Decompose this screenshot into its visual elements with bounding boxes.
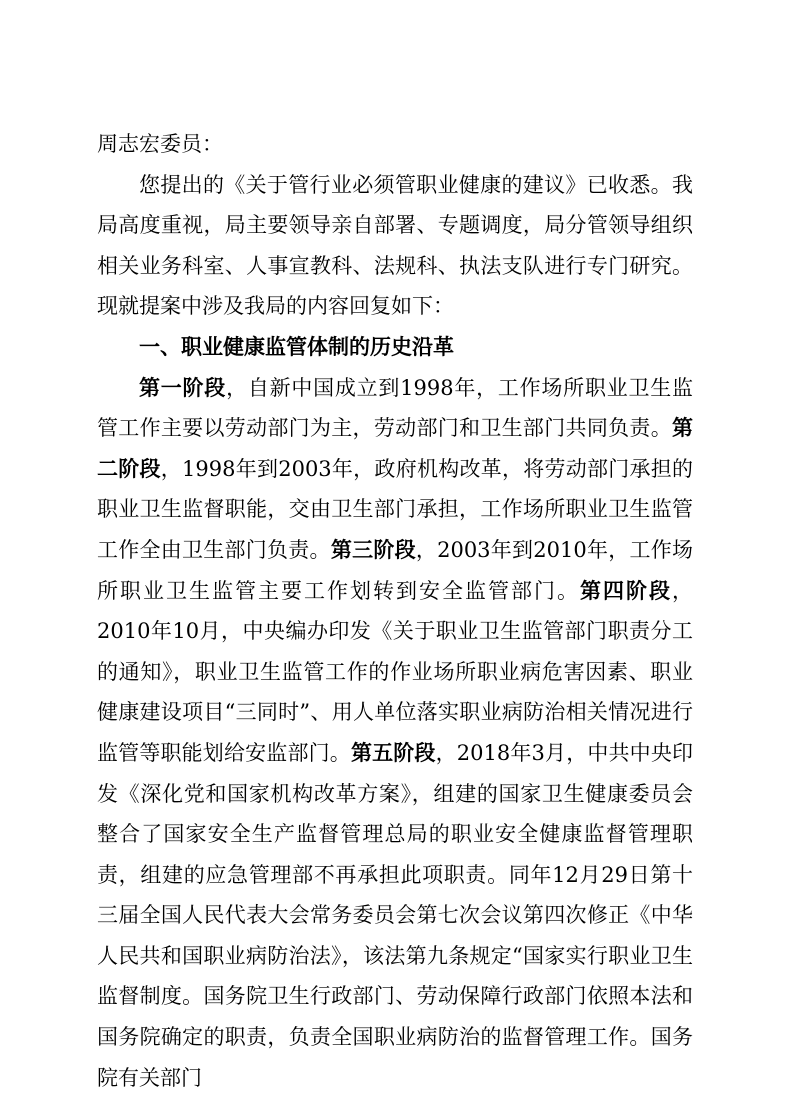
history-paragraph [97, 368, 693, 1099]
stage-2-label: 第二阶段 [97, 416, 693, 481]
section-heading: 一、职业健康监管体制的历史沿革 [139, 334, 454, 359]
stage-3-label: 第三阶段 [330, 537, 416, 562]
intro-paragraph: 您提出的《关于管行业必须管职业健康的建议》已收悉。我局高度重视，局主要领导亲自部署、专题调度，局分管领导组织相关业务科室、人事宣教科、法规科、执法支队进行专门研究。现就提案中涉及我局的内容回复如下： [97, 172, 693, 319]
salutation: 周志宏委员： [97, 132, 223, 156]
stage-3-text: ，2003年到2010年，工作场所职业卫生监管主要工作划转到安全监管部门。 [97, 537, 694, 603]
stage-4-text: ，2010年10月，中央编办印发《关于职业卫生监管部门职责分工的通知》，职业卫生监管工作的作业场所职业病危害因素、职业健康建设项目“三同时”、用人单位落实职业病防治相关情况进行监管等职能划给安监部门。 [97, 578, 693, 765]
letter-body [97, 124, 693, 1098]
stage-5-text: ，2018年3月，中共中央印发《深化党和国家机构改革方案》，组建的国家卫生健康委员会整合了国家安全生产监督管理总局的职业安全健康监督管理职责，组建的应急管理部不再承担此项职责。同年12月29日第十三届全国人民代表大会常务委员会第七次会议第四次修正《中华人民共和国职业病防治法》，该法第九条规定“国家实行职业卫生监督制度。国务院卫生行政部门、劳动保障行政部门依照本法和国务院确定的职责，负责全国职业病防治的监督管理工作。国务院有关部门 [97, 740, 694, 1090]
stage-5-label: 第五阶段 [350, 740, 436, 765]
stage-4-label: 第四阶段 [580, 578, 672, 603]
stage-1-text: ，自新中国成立到1998年，工作场所职业卫生监管工作主要以劳动部门为主，劳动部门和卫生部门共同负责。 [97, 375, 693, 441]
stage-1-label: 第一阶段 [139, 375, 227, 400]
stage-2-text: ，1998年到2003年，政府机构改革，将劳动部门承担的职业卫生监督职能，交由卫生部门承担，工作场所职业卫生监管工作全由卫生部门负责。 [97, 456, 693, 562]
